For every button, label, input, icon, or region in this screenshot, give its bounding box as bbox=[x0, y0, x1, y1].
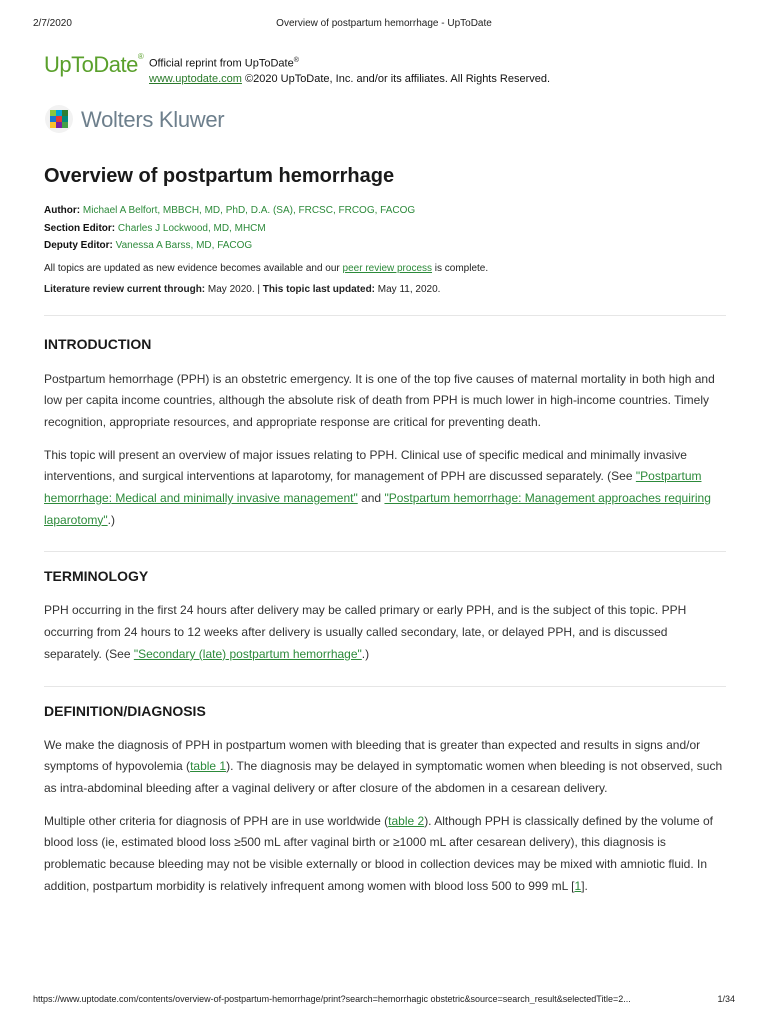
uptodate-site-link[interactable]: www.uptodate.com bbox=[149, 72, 242, 85]
divider bbox=[44, 686, 726, 687]
definition-paragraph-2 bbox=[44, 811, 726, 898]
terminology-p1-end: .) bbox=[361, 646, 370, 661]
section-editor-value[interactable]: Charles J Lockwood, MD, MHCM bbox=[117, 222, 266, 234]
print-title: Overview of postpartum hemorrhage - UpToDate bbox=[276, 18, 492, 29]
uptodate-logo-mark: ® bbox=[137, 52, 144, 61]
author-value[interactable]: Michael A Belfort, MBBCH, MD, PhD, D.A. (SA), FRCSC, FRCOG, FACOG bbox=[82, 205, 416, 216]
deputy-editor-line bbox=[44, 237, 726, 255]
print-header bbox=[33, 18, 735, 32]
deputy-editor-value[interactable]: Vanessa A Barss, MD, FACOG bbox=[115, 240, 253, 251]
last-updated-value: May 11, 2020. bbox=[375, 283, 441, 295]
print-date: 2/7/2020 bbox=[33, 18, 72, 29]
copyright-text: ©2020 UpToDate, Inc. and/or its affiliates. All Rights Reserved. bbox=[245, 72, 551, 85]
medical-management-link[interactable]: "Postpartum hemorrhage: Medical and minimally invasive management" bbox=[44, 469, 702, 506]
definition-p2-middle: ). Although PPH is classically defined by the volume of blood loss (ie, estimated blood loss ≥500 mL after vaginal birth or ≥1000 mL after cesarean delivery), this diagnosis is problematic because bleeding may not be visible externally or blood in collection devices may be mixed with amniotic fluid. In addition, postpartum morbidity is relatively infrequent among women with blood loss 500 to 999 mL [ bbox=[44, 813, 714, 893]
definition-p2-text: Multiple other criteria for diagnosis of PPH are in use worldwide ( bbox=[44, 813, 389, 828]
author-line bbox=[44, 202, 726, 220]
article-content bbox=[44, 165, 726, 897]
wolters-kluwer-name: Wolters Kluwer bbox=[81, 107, 225, 132]
divider bbox=[44, 551, 726, 552]
reprint-line: Official reprint from UpToDate bbox=[149, 57, 294, 70]
reprint-mark: ® bbox=[293, 57, 299, 64]
uptodate-logo[interactable] bbox=[44, 52, 143, 78]
author-label: Author: bbox=[44, 205, 81, 216]
update-note-end: is complete. bbox=[432, 262, 489, 274]
section-editor-line bbox=[44, 220, 726, 238]
lit-review-value: May 2020. | bbox=[205, 283, 263, 295]
definition-p1-text: We make the diagnosis of PPH in postpartum women with bleeding that is greater than expected and results in signs and/or symptoms of hypovolemia ( bbox=[44, 737, 701, 774]
uptodate-logo-text: UpToDate bbox=[44, 52, 138, 77]
definition-paragraph-1 bbox=[44, 735, 726, 800]
section-terminology bbox=[44, 568, 726, 665]
wolters-kluwer-logo-icon bbox=[44, 104, 74, 134]
introduction-heading: INTRODUCTION bbox=[44, 335, 152, 352]
section-introduction bbox=[44, 336, 726, 532]
reprint-notice bbox=[149, 53, 550, 87]
section-definition-diagnosis bbox=[44, 703, 726, 898]
divider bbox=[44, 315, 726, 316]
article-credits bbox=[44, 202, 726, 255]
last-updated-label: This topic last updated: bbox=[262, 283, 376, 295]
definition-p2-end: ]. bbox=[581, 878, 588, 893]
print-footer bbox=[33, 994, 735, 1008]
reference-1-link[interactable]: 1 bbox=[574, 878, 582, 893]
review-dates bbox=[44, 284, 726, 295]
introduction-paragraph-2 bbox=[44, 445, 726, 532]
page-number: 1/34 bbox=[717, 994, 735, 1004]
introduction-paragraph-1: Postpartum hemorrhage (PPH) is an obstetric emergency. It is one of the top five causes of maternal mortality in both high and low per capita income countries, although the absolute risk of death from PPH is much lower in high-income countries. Timely recognition, appropriate resources, and appropriate response are critical for preventing death. bbox=[44, 371, 715, 429]
update-note bbox=[44, 263, 726, 274]
brand-row bbox=[44, 52, 728, 92]
secondary-pph-link[interactable]: "Secondary (late) postpartum hemorrhage" bbox=[133, 646, 362, 661]
terminology-paragraph-1 bbox=[44, 600, 726, 665]
lit-review-label: Literature review current through: bbox=[44, 283, 206, 295]
introduction-p2-text: This topic will present an overview of major issues relating to PPH. Clinical use of specific medical and minimally invasive interventions, and surgical interventions at laparotomy, for management of PPH are discussed separately. (See bbox=[44, 447, 687, 484]
introduction-p2-and: and bbox=[357, 491, 385, 506]
definition-p1-end: ). The diagnosis may be delayed in symptomatic women when bleeding is not observed, such as intra-abdominal bleeding after a vaginal delivery or after closure of the abdomen in a cesarean delivery. bbox=[44, 759, 723, 795]
section-editor-label: Section Editor: bbox=[44, 222, 116, 234]
print-url: https://www.uptodate.com/contents/overview-of-postpartum-hemorrhage/print?search=hemorrhagic obstetric&source=search_result&selectedTitle=2... bbox=[33, 994, 631, 1004]
definition-heading: DEFINITION/DIAGNOSIS bbox=[44, 702, 206, 719]
deputy-editor-label: Deputy Editor: bbox=[44, 240, 113, 251]
peer-review-link[interactable]: peer review process bbox=[342, 262, 433, 274]
terminology-heading: TERMINOLOGY bbox=[44, 568, 149, 585]
article-title: Overview of postpartum hemorrhage bbox=[44, 165, 395, 187]
laparotomy-management-link[interactable]: "Postpartum hemorrhage: Management approaches requiring laparotomy" bbox=[44, 491, 711, 527]
introduction-p2-end: .) bbox=[107, 512, 115, 527]
terminology-p1-text: PPH occurring in the first 24 hours after delivery may be called primary or early PPH, and is the subject of this topic. PPH occurring from 24 hours to 12 weeks after delivery is usually called secondary, late, or delayed PPH, and is discussed separately. (See bbox=[44, 603, 687, 661]
table-1-link[interactable]: table 1 bbox=[190, 759, 227, 774]
table-2-link[interactable]: table 2 bbox=[388, 813, 425, 828]
update-note-text: All topics are updated as new evidence becomes available and our bbox=[44, 262, 343, 274]
